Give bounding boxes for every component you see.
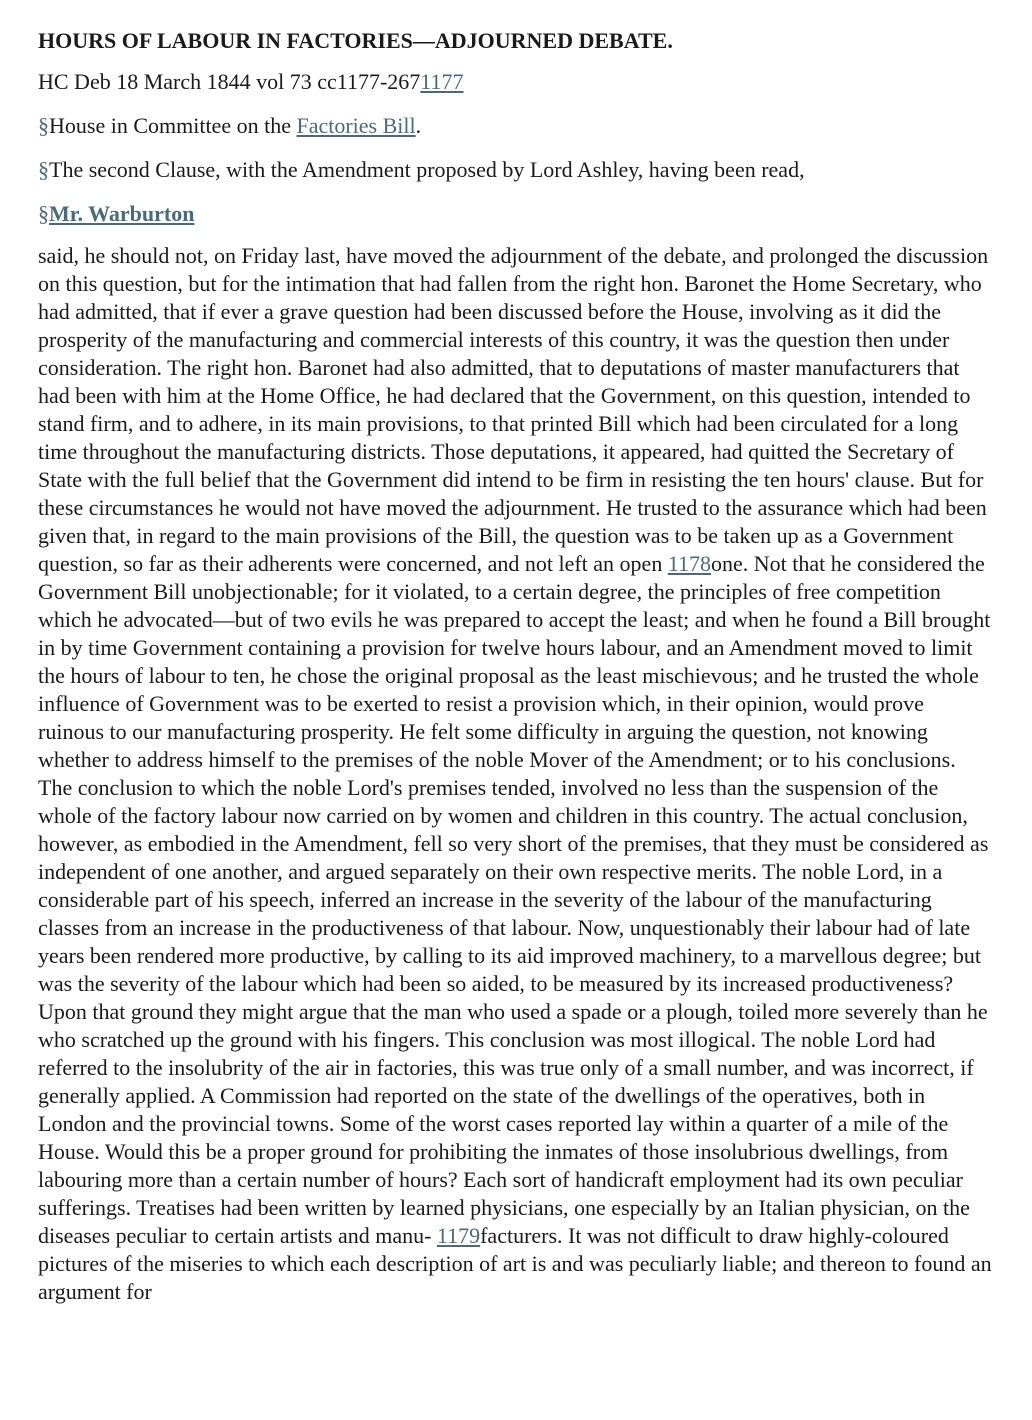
debate-title: HOURS OF LABOUR IN FACTORIES—ADJOURNED DEBATE. (38, 28, 673, 53)
speech-paragraph (38, 242, 994, 1306)
citation-line (38, 68, 994, 96)
column-link-1179[interactable]: 1179 (436, 1223, 481, 1248)
factories-bill-link[interactable]: Factories Bill (296, 113, 416, 138)
committee-suffix: . (415, 113, 422, 138)
section-mark-link[interactable]: § (38, 201, 49, 226)
citation-text: HC Deb 18 March 1844 vol 73 cc1177-267 (38, 69, 421, 94)
speech-part-2: one. Not that he considered the Government Bill unobjectionable; for it violated, to a certain degree, the principles of free competition which he advocated—but of two evils he was prepared to accept the least; and when he found a Bill brought in by time Government containing a provision for twelve hours labour, and an Amendment moved to limit the hours of labour to ten, he chose the original proposal as the least mischievous; and he trusted the whole influence of Government was to be exerted to resist a provision which, in their opinion, would prove ruinous to our manufacturing prosperity. He felt some difficulty in arguing the question, not knowing whether to address himself to the premises of the noble Mover of the Amendment; or to his conclusions. The conclusion to which the noble Lord's premises tended, involved no less than the suspension of the whole of the factory labour now carried on by women and children in this country. The actual conclusion, however, as embodied in the Amendment, fell so very short of the premises, that they must be considered as independent of one another, and argued separately on their own respective merits. The noble Lord, in a considerable part of his speech, inferred an increase in the severity of the labour of the manufacturing classes from an increase in the productiveness of that labour. Now, unquestionably their labour had of late years been rendered more productive, by calling to its aid improved machinery, to a marvellous degree; but was the severity of the labour which had been so aided, to be measured by its increased productiveness? Upon that ground they might argue that the man who used a spade or a plough, toiled more severely than he who scratched up the ground with his fingers. This conclusion was most illogical. The noble Lord had referred to the insolubrity of the air in factories, this was true only of a small number, and was incorrect, if generally applied. A Commission had reported on the state of the dwellings of the operatives, both in London and the provincial towns. Some of the worst cases reported lay within a quarter of a mile of the House. Would this be a proper ground for prohibiting the inmates of those insolubrious dwellings, from labouring more than a certain number of hours? Each sort of handicraft employment had its own peculiar sufferings. Treatises had been written by learned physicians, one especially by an Italian physician, on the diseases peculiar to certain artists and manu- (38, 551, 991, 1248)
clause-line (38, 156, 994, 184)
committee-prefix: House in Committee on the (49, 113, 297, 138)
section-mark-link[interactable]: § (38, 157, 49, 182)
speaker-line (38, 200, 994, 228)
column-link-1177[interactable]: 1177 (420, 69, 464, 94)
speaker-name-link[interactable]: Mr. Warburton (49, 201, 195, 226)
section-mark-link[interactable]: § (38, 113, 49, 138)
speech-part-1: said, he should not, on Friday last, have moved the adjournment of the debate, and prolonged the discussion on this question, but for the intimation that had fallen from the right hon. Baronet the Home Secretary, who had admitted, that if ever a grave question had been discussed before the House, involving as it did the prosperity of the manufacturing and commercial interests of this country, it was the question then under consideration. The right hon. Baronet had also admitted, that to deputations of master manufacturers that had been with him at the Home Office, he had declared that the Government, on this question, intended to stand firm, and to adhere, in its main provisions, to that printed Bill which had been circulated for a long time throughout the manufacturing districts. Those deputations, it appeared, had quitted the Secretary of State with the full belief that the Government did intend to be firm in resisting the ten hours' clause. But for these circumstances he would not have moved the adjournment. He trusted to the assurance which had been given that, in regard to the main provisions of the Bill, the question was to be taken up as a Government question, so far as their adherents were concerned, and not left an open (38, 243, 989, 576)
speech-part-3: facturers. It was not difficult to draw highly-coloured pictures of the miseries to which each description of art is and was peculiarly liable; and thereon to found an argument for (38, 1223, 992, 1304)
clause-text: The second Clause, with the Amendment proposed by Lord Ashley, having been read, (49, 157, 805, 182)
column-link-1178[interactable]: 1178 (667, 551, 712, 576)
committee-line (38, 112, 994, 140)
